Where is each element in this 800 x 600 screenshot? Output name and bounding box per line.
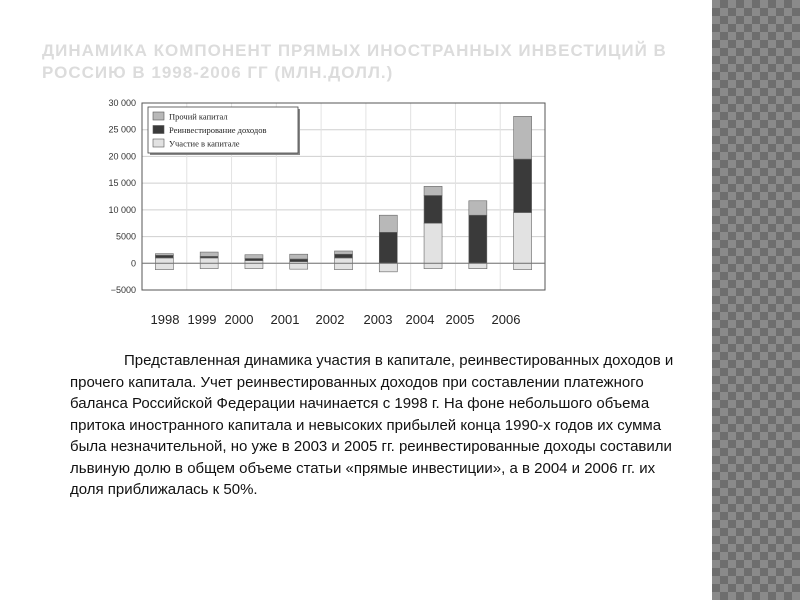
x-tick-label: 2001 [270,312,300,327]
chart-container [100,95,560,300]
x-tick-label: 2002 [315,312,345,327]
bar-segment-reinvested [379,232,397,263]
legend-entry-label: Реинвестирование доходов [169,125,267,135]
bar-segment-other [424,186,442,195]
legend [148,107,300,155]
bar-segment-negative [155,263,173,269]
bar-segment-other [155,254,173,256]
bar-segment-reinvested [469,215,487,263]
legend-swatch [153,112,164,120]
y-tick-label: 5000 [115,231,136,242]
x-tick-label: 1998 [150,312,180,327]
y-tick-label: −5000 [110,285,136,295]
x-tick-label: 2000 [224,312,254,327]
bar-segment-reinvested [245,258,263,260]
bar-segment-reinvested [290,259,308,262]
bar-segment-other [245,255,263,259]
bar-segment-other [335,251,353,254]
bar-segment-other [514,116,532,159]
bar-segment-equity [514,213,532,264]
legend-entry-label: Участие в капитале [169,138,240,149]
legend-entry-label: Прочий капитал [169,111,228,122]
legend-swatch [153,139,164,147]
stacked-bar-chart [100,95,560,300]
bar-segment-other [469,201,487,215]
bar-segment-reinvested [335,254,353,258]
bar-segment-negative [514,263,532,269]
y-tick-label: 20 000 [108,151,136,162]
x-tick-label: 2004 [405,312,435,327]
x-tick-label: 1999 [187,312,217,327]
description-paragraph [70,350,680,501]
bar-segment-other [290,254,308,259]
bar-segment-negative [424,263,442,268]
x-tick-label: 2006 [491,312,521,327]
y-tick-label: 0 [130,258,136,269]
y-tick-label: 10 000 [108,204,136,215]
bar-segment-equity [424,223,442,263]
bar-segment-equity [335,258,353,263]
bar-segment-negative [200,263,218,268]
slide-title: ДИНАМИКА КОМПОНЕНТ ПРЯМЫХ ИНОСТРАННЫХ ИНВЕСТИЦИЙ В РОССИЮ В 1998-2006 ГГ (МЛН.ДОЛЛ.) [42,41,667,82]
bar-segment-negative [335,263,353,269]
legend-swatch [153,126,164,134]
bar-segment-negative [245,263,263,268]
bar-segment-reinvested [514,159,532,212]
bar-segment-equity [379,263,397,272]
y-tick-label: 25 000 [108,124,136,135]
bar-segment-equity [200,258,218,263]
x-axis-year-labels [130,312,560,330]
x-tick-label: 2005 [445,312,475,327]
bar-segment-reinvested [155,255,173,258]
x-tick-label: 2003 [363,312,393,327]
y-tick-label: 15 000 [108,178,136,189]
description-text: Представленная динамика участия в капитале, реинвестированных доходов и прочего капитала. Учет реинвестированных доходов при составлении платежного баланса Российской Федерации начинается с 1998 г. На фоне небольшого объема притока иностранного капитала и невысоких прибылей конца 1990-х годов их сумма была незначительной, но уже в 2003 и 2005 гг. реинвестированные доходы составили львиную долю в общем объеме статьи «прямые инвестиции», а в 2004 и 2006 гг. их доля приближалась к 50%. [70,352,674,498]
decorative-side-band [712,0,800,600]
bar-segment-other [200,252,218,256]
y-tick-label: 30 000 [108,98,136,108]
bar-segment-equity [469,263,487,268]
bar-segment-equity [155,258,173,263]
bar-segment-negative [290,263,308,269]
bar-segment-other [379,215,397,232]
bar-segment-reinvested [424,195,442,223]
